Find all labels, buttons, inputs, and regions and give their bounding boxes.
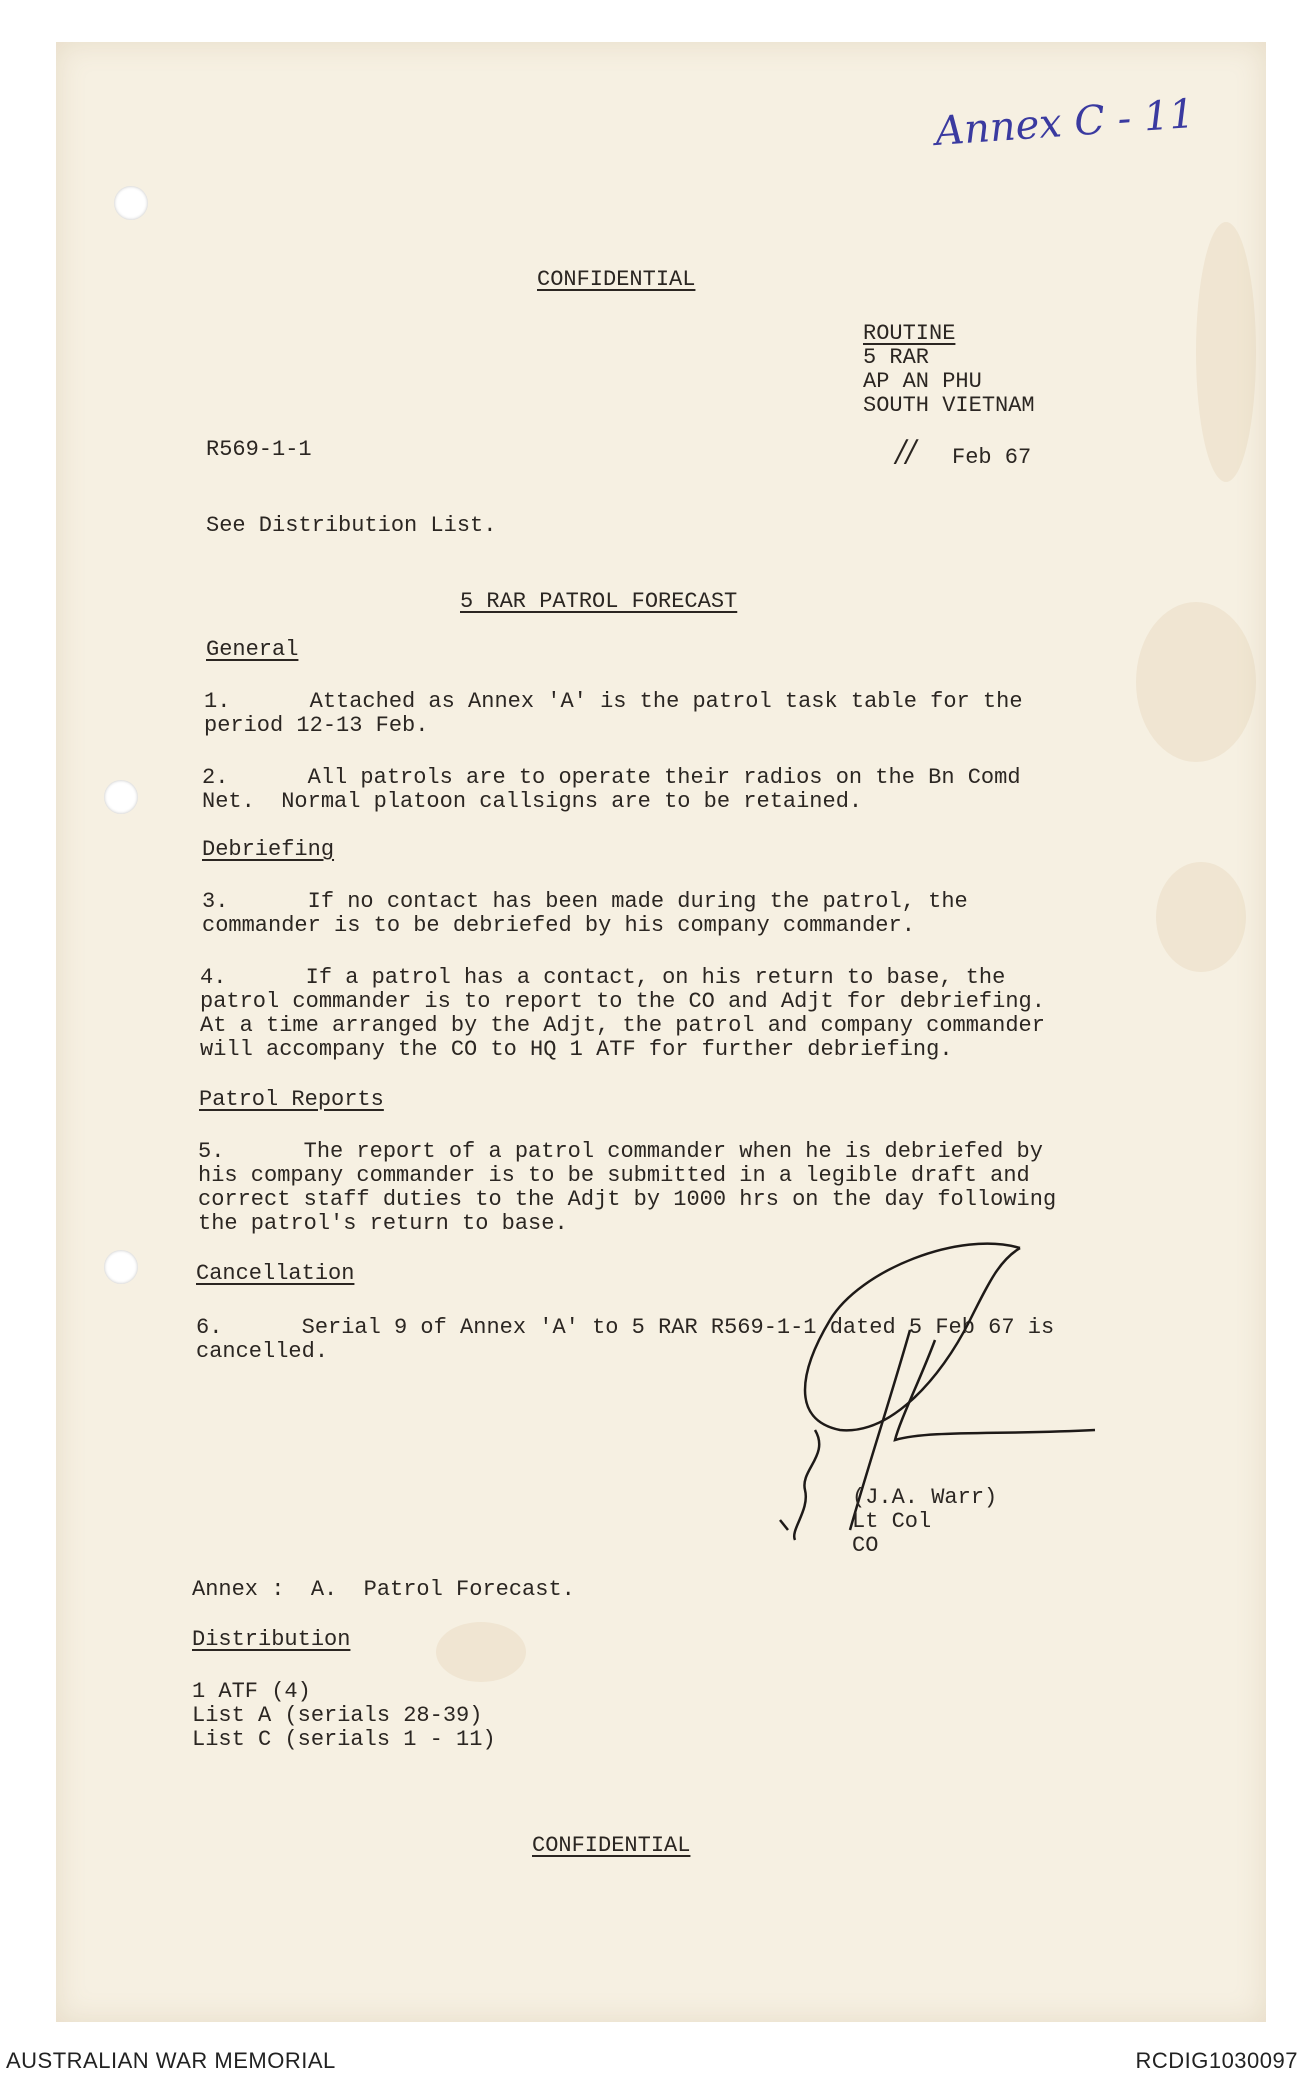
punch-hole <box>104 1250 138 1284</box>
para-4-line-1: 4. If a patrol has a contact, on his return to base, the <box>200 965 1006 990</box>
precedence: ROUTINE <box>863 321 956 346</box>
para-4-line-4: will accompany the CO to HQ 1 ATF for further debriefing. <box>200 1037 953 1062</box>
signatory-name: (J.A. Warr) <box>852 1485 998 1510</box>
header-classification: CONFIDENTIAL <box>537 267 696 292</box>
location: AP AN PHU <box>863 369 982 394</box>
country: SOUTH VIETNAM <box>863 393 1035 418</box>
annex-line: Annex : A. Patrol Forecast. <box>192 1577 575 1602</box>
heading-general: General <box>206 637 299 662</box>
date-day-handwritten: // <box>896 434 917 469</box>
footer-classification: CONFIDENTIAL <box>532 1833 691 1858</box>
paper-stain <box>1136 602 1256 762</box>
heading-debriefing: Debriefing <box>202 837 335 862</box>
date-month-year: Feb 67 <box>952 445 1032 470</box>
para-6-line-2: cancelled. <box>196 1339 329 1364</box>
para-2-line-2: Net. Normal platoon callsigns are to be retained. <box>202 789 863 814</box>
heading-cancellation: Cancellation <box>196 1261 355 1286</box>
distribution-item: 1 ATF (4) <box>192 1679 311 1704</box>
reference-number: R569-1-1 <box>206 437 312 462</box>
para-3-line-2: commander is to be debriefed by his company commander. <box>202 913 915 938</box>
archive-footer-right: RCDIG1030097 <box>1135 2048 1298 2073</box>
distribution-item: List A (serials 28-39) <box>192 1703 483 1728</box>
document-title: 5 RAR PATROL FORECAST <box>460 589 738 614</box>
paper-stain <box>1156 862 1246 972</box>
punch-hole <box>114 186 148 220</box>
punch-hole <box>104 780 138 814</box>
para-5-line-2: his company commander is to be submitted in a legible draft and <box>198 1163 1030 1188</box>
paper-stain <box>436 1622 526 1682</box>
para-4-line-3: At a time arranged by the Adjt, the patrol and company commander <box>200 1013 1045 1038</box>
para-2-line-1: 2. All patrols are to operate their radios on the Bn Comd <box>202 765 1021 790</box>
para-1-line-1: 1. Attached as Annex 'A' is the patrol task table for the <box>204 689 1023 714</box>
para-5-line-4: the patrol's return to base. <box>198 1211 568 1236</box>
signatory-appointment: CO <box>852 1533 879 1558</box>
handwritten-annotation: Annex C - 11 <box>933 90 1197 156</box>
heading-patrol-reports: Patrol Reports <box>199 1087 384 1112</box>
para-4-line-2: patrol commander is to report to the CO and Adjt for debriefing. <box>200 989 1045 1014</box>
para-6-line-1: 6. Serial 9 of Annex 'A' to 5 RAR R569-1-1 dated 5 Feb 67 is <box>196 1315 1055 1340</box>
signatory-rank: Lt Col <box>852 1509 932 1534</box>
addressee: See Distribution List. <box>206 513 497 538</box>
archive-footer-left: AUSTRALIAN WAR MEMORIAL <box>6 2048 336 2073</box>
heading-distribution: Distribution <box>192 1627 351 1652</box>
para-3-line-1: 3. If no contact has been made during the patrol, the <box>202 889 968 914</box>
para-1-line-2: period 12-13 Feb. <box>204 713 429 738</box>
para-5-line-3: correct staff duties to the Adjt by 1000 hrs on the day following <box>198 1187 1057 1212</box>
paper-stain <box>1196 222 1256 482</box>
para-5-line-1: 5. The report of a patrol commander when he is debriefed by <box>198 1139 1043 1164</box>
unit: 5 RAR <box>863 345 930 370</box>
distribution-item: List C (serials 1 - 11) <box>192 1727 496 1752</box>
